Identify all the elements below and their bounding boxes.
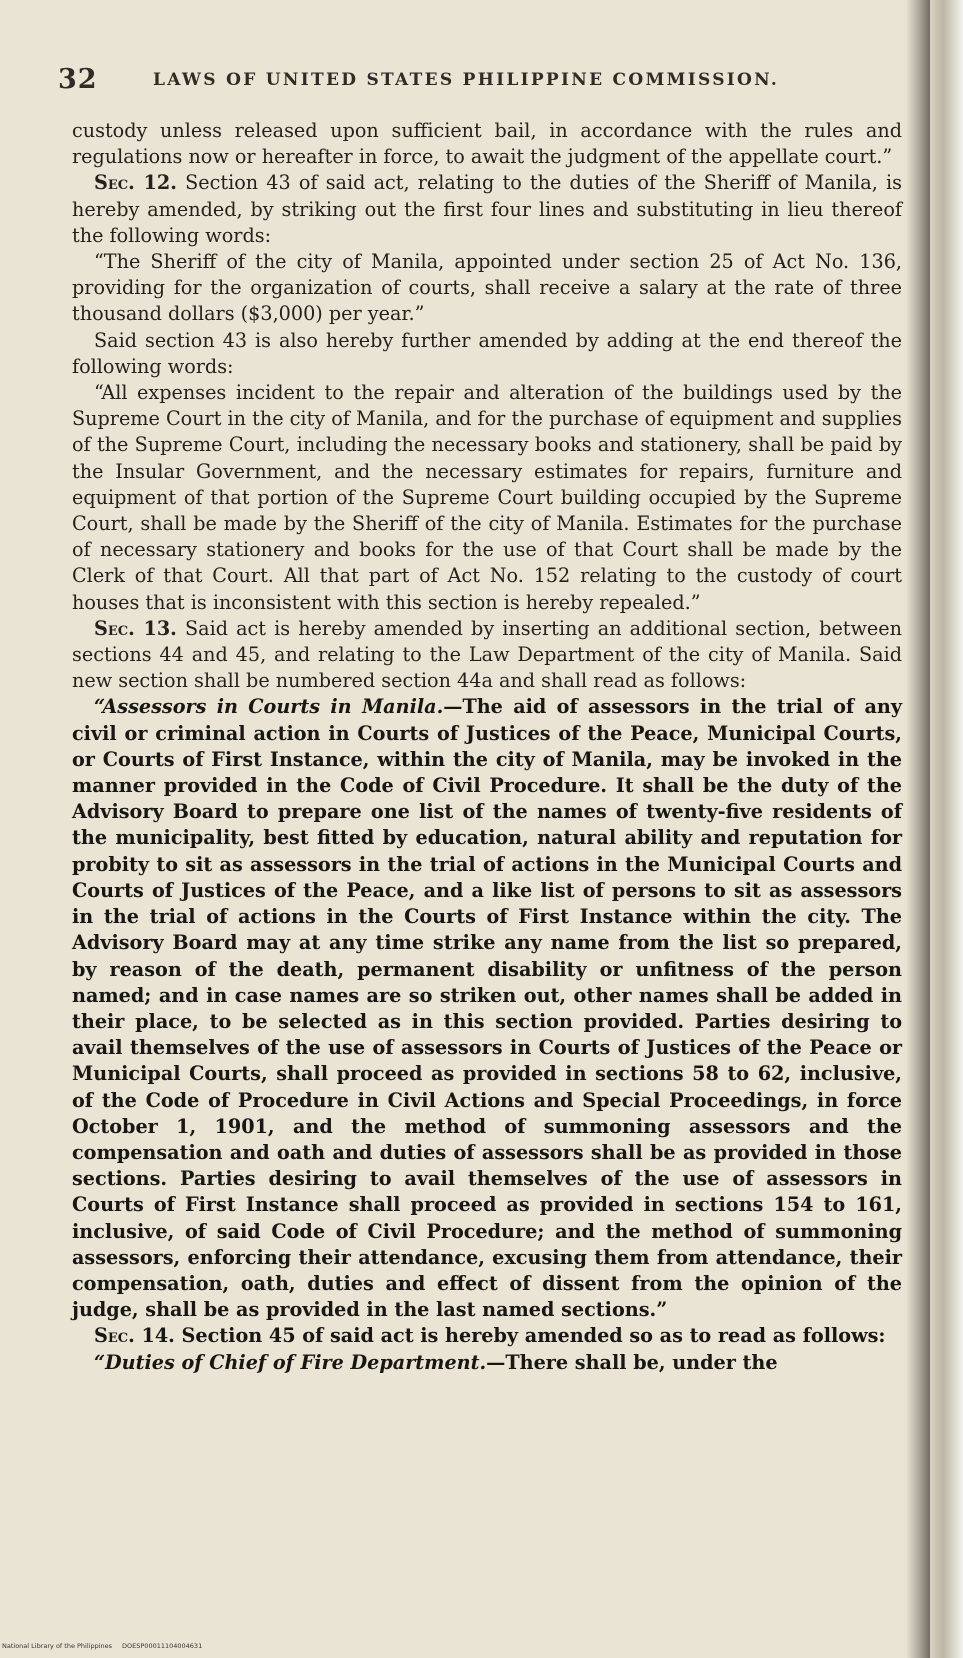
paragraph-assessors (72, 694, 902, 1323)
paragraph-section-13 (72, 616, 902, 695)
running-head: LAWS OF UNITED STATES PHILIPPINE COMMISSION. (153, 70, 780, 90)
page-header (58, 64, 898, 100)
paragraph-further-amended: Said section 43 is also hereby further amended by adding at the end thereof the following words: (72, 328, 902, 378)
binding-shadow (906, 0, 930, 1658)
body-text (72, 118, 902, 1376)
paragraph-custody: custody unless released upon sufficient bail, in accordance with the rules and regulations now or hereafter in force, to await the judgment of the appellate court.” (72, 119, 902, 169)
paragraph-supreme-court-expenses: “All expenses incident to the repair and alteration of the buildings used by the Supreme Court in the city of Manila, and for the purchase of equipment and supplies of the Supreme Court, including the necessary books and stationery, shall be paid by the Insular Government, and the necessary estimates for repairs, furniture and equipment of that portion of the Supreme Court building occupied by the Supreme Court, shall be made by the Sheriff of the city of Manila. Estimates for the purchase of necessary stationery and books for the use of that Court shall be made by the Clerk of that Court. All that part of Act No. 152 relating to the custody of court houses that is inconsistent with this section is hereby repealed.” (72, 381, 902, 614)
assessors-heading: “Assessors in Courts in Manila. (94, 695, 444, 719)
imprint-id: DOESP00011104004631 (122, 1642, 203, 1650)
paragraph-section-12 (72, 170, 902, 249)
section-14-text: Section 45 of said act is hereby amended so as to read as follows: (181, 1324, 886, 1348)
assessors-text: —The aid of assessors in the trial of any civil or criminal action in Courts of Justices of the Peace, Municipal Courts, or Courts of First Instance, within the city of Manila, may be invoked in the manner provided in the Code of Civil Procedure. It shall be the duty of the Advisory Board to prepare one list of the names of twenty-five residents of the municipality, best fitted by education, natural ability and reputation for probity to sit as assessors in the trial of actions in the Municipal Courts and Courts of Justices of the Peace, and a like list of persons to sit as assessors in the trial of actions in the Courts of First Instance within the city. The Advisory Board may at any time strike any name from the list so prepared, by reason of the death, permanent disability or unfitness of the person named; and in case names are so striken out, other names shall be added in their place, to be selected as in this section provided. Parties desiring to avail themselves of the use of assessors in Courts of Justices of the Peace or Municipal Courts, shall proceed as provided in sections 58 to 62, inclusive, of the Code of Procedure in Civil Actions and Special Proceedings, in force October 1, 1901, and the method of summoning assessors and the compensation and oath and duties of assessors shall be as provided in those sections. Parties desiring to avail themselves of the use of assessors in Courts of First Instance shall proceed as provided in sections 154 to 161, inclusive, of said Code of Civil Procedure; and the method of summoning assessors, enforcing their attendance, excusing them from attendance, their compensation, oath, duties and effect of dissent from the opinion of the judge, shall be as provided in the last named sections.” (72, 695, 902, 1322)
page-number: 32 (58, 64, 98, 95)
book-spine (930, 0, 963, 1658)
fire-department-text: —There shall be, under the (486, 1350, 778, 1374)
section-12-label: Sec. 12. (94, 171, 177, 195)
section-14-label: Sec. 14. (94, 1324, 175, 1348)
section-12-text: Section 43 of said act, relating to the duties of the Sheriff of Manila, is hereby amended, by striking out the first four lines and substituting in lieu thereof the following words: (72, 171, 902, 247)
scan-imprint (2, 1642, 202, 1650)
section-13-label: Sec. 13. (94, 616, 177, 640)
paragraph-section-14 (72, 1323, 902, 1349)
paragraph-sheriff-salary: “The Sheriff of the city of Manila, appointed under section 25 of Act No. 136, providing for the organization of courts, shall receive a salary at the rate of three thousand dollars ($3,000) per year.” (72, 250, 902, 326)
section-13-text: Said act is hereby amended by inserting an additional section, between sections 44 and 45, and relating to the Law Department of the city of Manila. Said new section shall be numbered section 44a and shall read as follows: (72, 616, 903, 693)
paragraph-fire-department (72, 1350, 902, 1376)
fire-department-heading: “Duties of Chief of Fire Department. (94, 1350, 487, 1374)
imprint-library: National Library of the Philippines (2, 1642, 113, 1650)
